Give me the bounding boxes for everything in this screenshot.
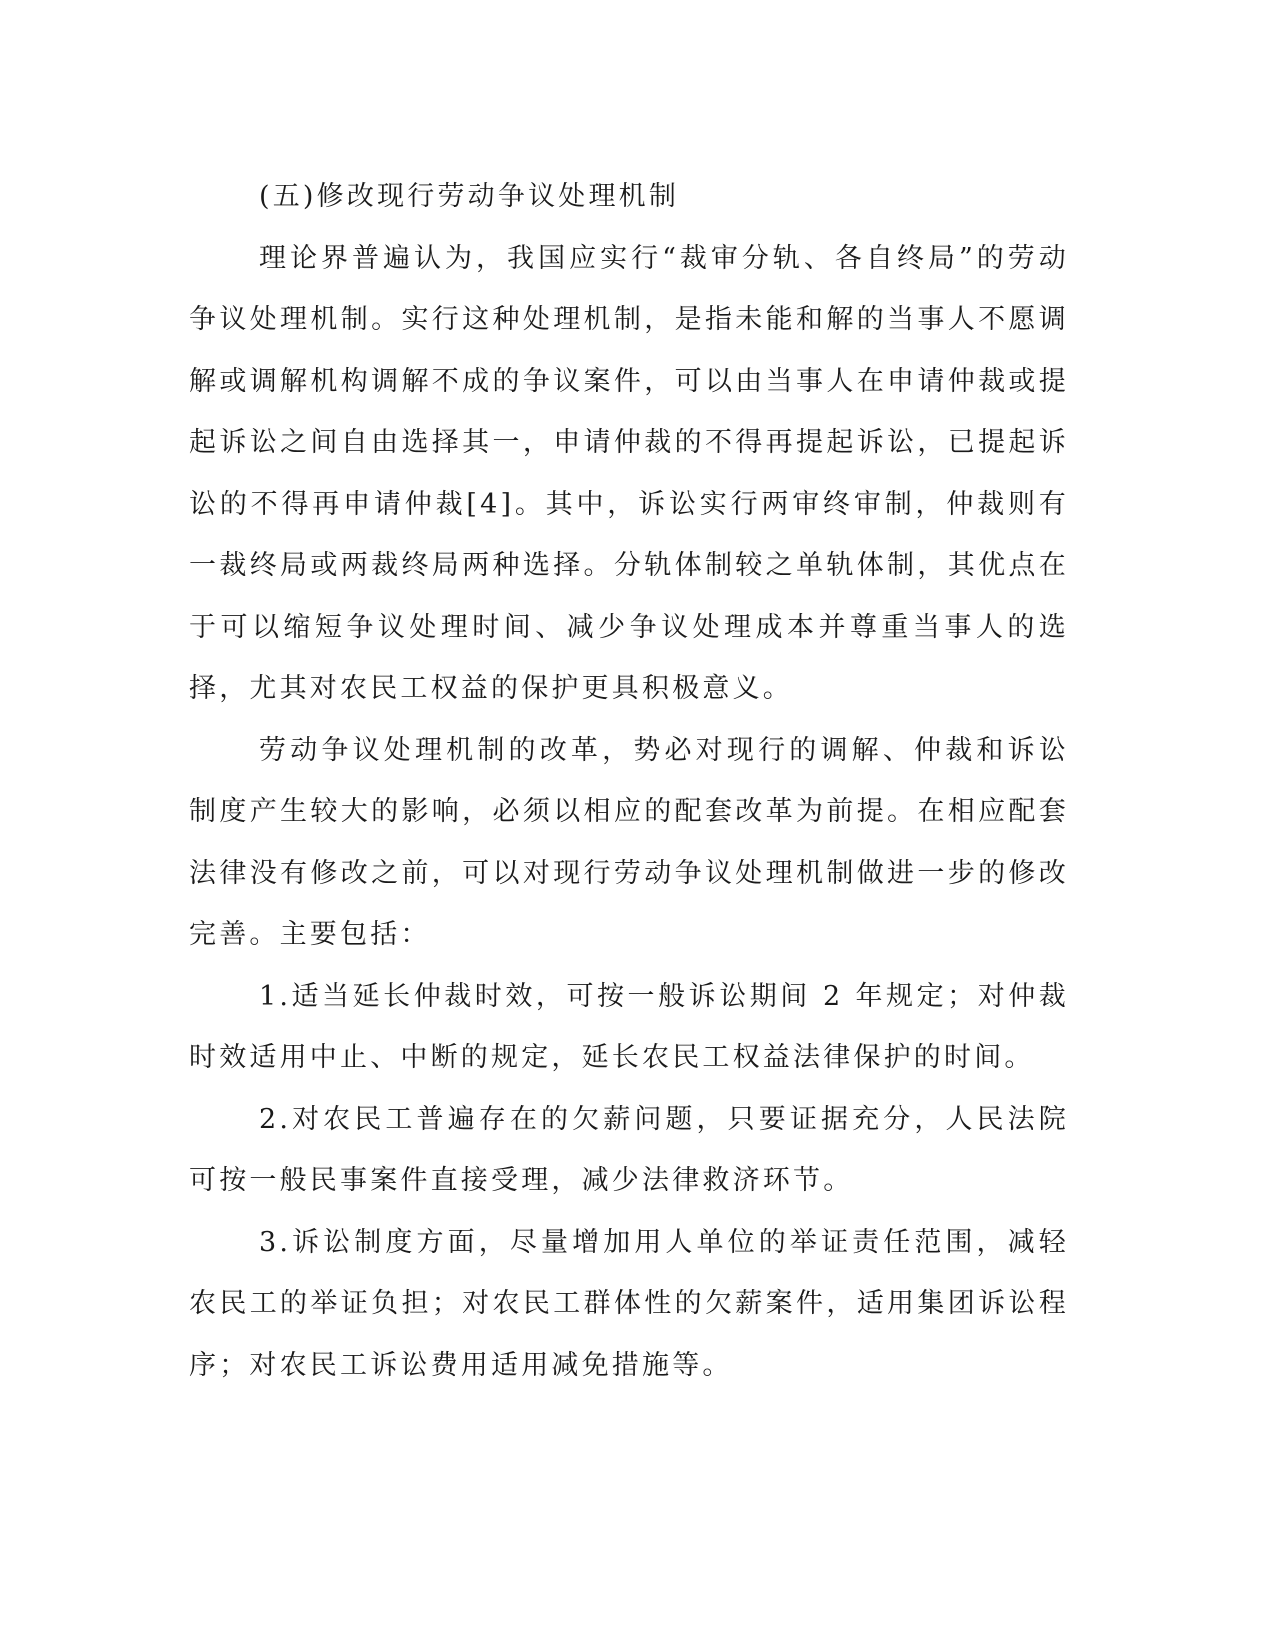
paragraph-item-1: 1.适当延长仲裁时效，可按一般诉讼期间 2 年规定；对仲裁时效适用中止、中断的规定，延长农民工权益法律保护的时间。 [189, 980, 1069, 1073]
paragraph-mechanism-theory: 理论界普遍认为，我国应实行“裁审分轨、各自终局”的劳动争议处理机制。实行这种处理机制，是指未能和解的当事人不愿调解或调解机构调解不成的争议案件，可以由当事人在申请仲裁或提起诉讼之间自由选择其一，申请仲裁的不得再提起诉讼，已提起诉讼的不得再申请仲裁[4]。其中，诉讼实行两审终审制，仲裁则有一裁终局或两裁终局两种选择。分轨体制较之单轨体制，其优点在于可以缩短争议处理时间、减少争议处理成本并尊重当事人的选择，尤其对农民工权益的保护更具积极意义。 [189, 242, 1069, 704]
paragraph-item-3: 3.诉讼制度方面，尽量增加用人单位的举证责任范围，减轻农民工的举证负担；对农民工群体性的欠薪案件，适用集团诉讼程序；对农民工诉讼费用适用减免措施等。 [189, 1226, 1069, 1381]
section-heading: (五)修改现行劳动争议处理机制 [259, 181, 680, 212]
paragraph-reform-impact: 劳动争议处理机制的改革，势必对现行的调解、仲裁和诉讼制度产生较大的影响，必须以相应的配套改革为前提。在相应配套法律没有修改之前，可以对现行劳动争议处理机制做进一步的修改完善。主要包括： [189, 734, 1069, 950]
paragraph-item-2: 2.对农民工普遍存在的欠薪问题，只要证据充分，人民法院可按一般民事案件直接受理，减少法律救济环节。 [189, 1103, 1069, 1196]
document-body [189, 166, 1069, 1396]
